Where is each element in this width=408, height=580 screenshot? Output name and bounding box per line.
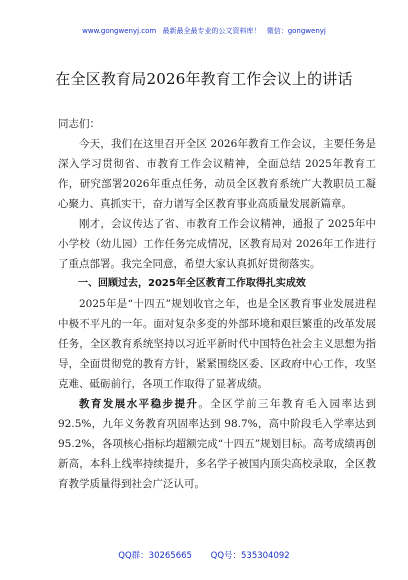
document-body xyxy=(58,114,376,494)
header-wechat: 微信：gongwenyj xyxy=(266,27,326,35)
paragraph-2025-summary: 2025年是“十四五”规划收官之年，也是全区教育事业发展进程中极不平凡的一年。面对复杂多变的外部环境和艰巨繁重的改革发展任务，全区教育系统坚持以习近平新时代中国特色社会主义思想为指导，全面贯彻党的教育方针，紧紧围绕区委、区政府中心工作，攻坚克难、砥砺前行，各项工作取得了显著成绩。 xyxy=(58,298,376,390)
paragraph-lead-bold: 教育发展水平稳步提升 xyxy=(79,398,199,410)
document-title: 在全区教育局2026年教育工作会议上的讲话 xyxy=(55,70,353,88)
paragraph-development-level xyxy=(58,394,376,494)
header-website-link[interactable]: www.gongwenyj.com xyxy=(82,27,157,35)
salutation: 同志们： xyxy=(58,118,100,130)
paragraph-development-body: 。全区学前三年教育毛入园率达到92.5%，九年义务教育巩固率达到 98.7%，高中阶段毛入学率达到95.2%，各项核心指标均超额完成“十四五”规划目标。高考成绩再创新高，本科上线率持续提升，多名学子被国内顶尖高校录取，全区教育教学质量得到社会广泛认可。 xyxy=(58,398,376,490)
paragraph-review: 刚才，会议传达了省、市教育工作会议精神，通报了 2025年中小学校（幼儿园）工作任务完成情况，区教育局对 2026年工作进行了重点部署。我完全同意，希望大家认真抓好贯彻落实。 xyxy=(58,218,376,270)
page-footer xyxy=(0,549,408,561)
page-header xyxy=(0,26,408,36)
section-heading-1: 一、回顾过去，2025年全区教育工作取得扎实成效 xyxy=(78,278,306,289)
header-slogan: 最新最全最专业的公文资料库！ xyxy=(162,27,261,35)
footer-qq-number: QQ号：535304092 xyxy=(210,551,290,561)
footer-qq-group: QQ群：30265665 xyxy=(118,551,192,561)
paragraph-opening: 今天，我们在这里召开全区 2026年教育工作会议，主要任务是深入学习贯彻省、市教育工作会议精神，全面总结 2025年教育工作，研究部署2026年重点任务，动员全区教育系统广大教职员工凝心聚力、真抓实干，奋力谱写全区教育事业高质量发展新篇章。 xyxy=(58,138,376,210)
